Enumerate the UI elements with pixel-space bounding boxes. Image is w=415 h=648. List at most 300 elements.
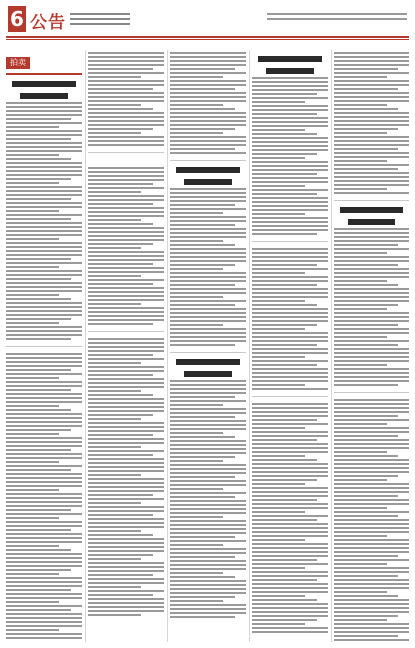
body-text-line — [6, 365, 82, 367]
body-text-line — [334, 559, 409, 561]
body-text-line — [252, 523, 328, 525]
body-text-line — [334, 467, 409, 469]
body-text-line — [334, 56, 409, 58]
body-text-line — [252, 519, 317, 521]
body-text-line — [170, 468, 246, 470]
body-text-line — [334, 324, 398, 326]
body-text-line — [88, 362, 141, 364]
body-text-line — [6, 381, 82, 383]
body-text-line — [334, 631, 409, 633]
body-text-line — [170, 484, 246, 486]
body-text-line — [88, 307, 164, 309]
body-text-line — [170, 268, 223, 270]
body-text-line — [6, 625, 82, 627]
body-text-line — [252, 459, 317, 461]
body-text-line — [6, 357, 82, 359]
body-text-line — [6, 210, 59, 212]
body-text-line — [252, 352, 328, 354]
notice-divider — [6, 346, 82, 347]
body-text-line — [6, 258, 71, 260]
body-text-line — [334, 527, 409, 529]
body-text-line — [170, 404, 223, 406]
body-text-line — [6, 525, 82, 527]
body-text-line — [6, 425, 82, 427]
body-text-line — [170, 232, 246, 234]
body-text-line — [334, 112, 409, 114]
body-text-line — [252, 380, 328, 382]
body-text-line — [88, 116, 164, 118]
body-text-line — [88, 526, 164, 528]
body-text-line — [334, 459, 409, 461]
body-text-line — [334, 487, 409, 489]
body-text-line — [334, 140, 409, 142]
body-text-line — [88, 546, 164, 548]
body-text-line — [6, 106, 82, 108]
body-text-line — [334, 92, 409, 94]
body-text-line — [334, 591, 387, 593]
body-text-line — [88, 342, 164, 344]
body-text-line — [170, 456, 235, 458]
body-text-line — [252, 177, 328, 179]
body-text-line — [6, 601, 59, 603]
body-text-line — [6, 310, 82, 312]
body-text-line — [252, 213, 305, 215]
body-text-line — [88, 120, 164, 122]
masthead-rule — [6, 36, 409, 38]
body-text-line — [334, 555, 398, 557]
body-text-line — [6, 497, 82, 499]
body-text-line — [6, 186, 82, 188]
body-text-line — [6, 461, 59, 463]
body-text-line — [252, 105, 328, 107]
body-text-line — [252, 411, 328, 413]
body-text-line — [6, 413, 82, 415]
body-text-line — [252, 85, 328, 87]
body-text-line — [88, 299, 164, 301]
body-text-line — [170, 568, 246, 570]
notice-headline-block — [176, 167, 240, 173]
body-text-line — [6, 134, 82, 136]
body-text-line — [334, 96, 409, 98]
notice-headline-block — [176, 359, 240, 365]
body-text-line — [334, 507, 387, 509]
body-text-line — [88, 534, 153, 536]
body-text-line — [170, 72, 246, 74]
column-3 — [170, 50, 246, 642]
body-text-line — [252, 388, 328, 390]
body-text-line — [170, 336, 246, 338]
body-text-line — [170, 272, 246, 274]
body-text-line — [252, 575, 328, 577]
notice-divider — [334, 392, 409, 393]
body-text-line — [252, 308, 328, 310]
body-text-line — [170, 428, 246, 430]
body-text-line — [6, 334, 82, 336]
body-text-line — [6, 637, 82, 639]
body-text-line — [334, 471, 409, 473]
body-text-line — [334, 427, 409, 429]
body-text-line — [6, 270, 82, 272]
body-text-line — [252, 197, 328, 199]
body-text-line — [334, 615, 398, 617]
body-text-line — [334, 72, 409, 74]
body-text-line — [252, 312, 328, 314]
body-text-line — [6, 445, 82, 447]
body-text-line — [334, 100, 409, 102]
body-text-line — [170, 188, 246, 190]
body-text-line — [6, 118, 71, 120]
body-text-line — [334, 380, 409, 382]
body-text-line — [252, 547, 328, 549]
notice-headline-block — [12, 81, 76, 87]
body-text-line — [334, 535, 387, 537]
body-text-line — [88, 175, 164, 177]
body-text-line — [252, 571, 328, 573]
body-text-line — [334, 64, 409, 66]
body-text-line — [252, 340, 328, 342]
body-text-line — [252, 487, 328, 489]
body-text-line — [170, 436, 235, 438]
body-text-line — [170, 288, 246, 290]
body-text-line — [170, 408, 246, 410]
body-text-line — [252, 272, 305, 274]
spacer — [88, 159, 164, 165]
body-text-line — [252, 121, 328, 123]
body-text-line — [252, 113, 317, 115]
body-text-line — [252, 447, 328, 449]
body-text-line — [252, 288, 328, 290]
column-divider — [167, 50, 168, 642]
body-text-line — [252, 169, 328, 171]
body-text-line — [88, 606, 164, 608]
body-text-line — [6, 481, 82, 483]
body-text-line — [334, 455, 398, 457]
body-text-line — [252, 559, 317, 561]
body-text-line — [252, 109, 328, 111]
column-5 — [334, 50, 409, 642]
body-text-line — [88, 287, 164, 289]
body-text-line — [170, 604, 246, 606]
body-text-line — [6, 150, 82, 152]
body-text-line — [6, 202, 82, 204]
body-text-line — [252, 264, 317, 266]
body-text-line — [334, 168, 398, 170]
masthead — [0, 0, 415, 46]
body-text-line — [170, 240, 223, 242]
notice-headline-block — [340, 207, 403, 213]
body-text-line — [88, 271, 164, 273]
body-text-line — [88, 171, 164, 173]
body-text-line — [334, 268, 409, 270]
body-text-line — [334, 232, 409, 234]
body-text-line — [6, 565, 82, 567]
body-text-line — [88, 538, 164, 540]
body-text-line — [252, 248, 328, 250]
body-text-line — [170, 400, 246, 402]
body-text-line — [170, 76, 223, 78]
body-text-line — [88, 60, 164, 62]
body-text-line — [6, 485, 82, 487]
body-text-line — [170, 492, 246, 494]
body-text-line — [88, 207, 164, 209]
body-text-line — [252, 328, 305, 330]
body-text-line — [170, 440, 246, 442]
body-text-line — [6, 146, 82, 148]
body-text-line — [334, 132, 387, 134]
body-text-line — [6, 373, 82, 375]
body-text-line — [334, 116, 409, 118]
body-text-line — [88, 554, 153, 556]
body-text-line — [170, 480, 246, 482]
body-text-line — [170, 280, 246, 282]
body-text-line — [252, 543, 328, 545]
body-text-line — [6, 302, 82, 304]
body-text-line — [88, 251, 164, 253]
body-text-line — [170, 52, 246, 54]
body-text-line — [170, 536, 235, 538]
body-text-line — [334, 463, 409, 465]
body-text-line — [170, 312, 246, 314]
body-text-line — [6, 569, 71, 571]
body-text-line — [252, 137, 328, 139]
body-text-line — [170, 500, 246, 502]
body-text-line — [6, 477, 82, 479]
body-text-line — [252, 141, 328, 143]
body-text-line — [170, 540, 246, 542]
body-text-line — [6, 465, 82, 467]
body-text-line — [252, 631, 328, 633]
body-text-line — [252, 531, 328, 533]
body-text-line — [334, 523, 409, 525]
body-text-line — [252, 443, 328, 445]
body-text-line — [170, 524, 246, 526]
body-text-line — [88, 454, 153, 456]
body-text-line — [170, 444, 246, 446]
body-text-line — [6, 581, 82, 583]
body-text-line — [252, 89, 328, 91]
body-text-line — [334, 356, 409, 358]
body-text-line — [6, 234, 82, 236]
body-text-line — [6, 429, 71, 431]
body-text-line — [88, 506, 164, 508]
body-text-line — [6, 469, 71, 471]
body-text-line — [88, 76, 141, 78]
body-text-line — [88, 231, 164, 233]
body-text-line — [170, 96, 246, 98]
body-text-line — [170, 56, 246, 58]
notice-divider — [252, 396, 328, 397]
body-text-line — [334, 495, 398, 497]
body-text-line — [170, 244, 235, 246]
body-text-line — [88, 144, 164, 146]
notice-divider — [170, 352, 246, 353]
body-text-line — [334, 439, 409, 441]
body-text-line — [252, 372, 328, 374]
body-text-line — [334, 148, 398, 150]
body-text-line — [6, 573, 59, 575]
body-text-line — [334, 184, 409, 186]
body-text-line — [334, 280, 387, 282]
body-text-line — [334, 483, 409, 485]
body-text-line — [6, 110, 82, 112]
body-text-line — [334, 80, 409, 82]
body-text-line — [252, 304, 317, 306]
body-text-line — [6, 605, 82, 607]
body-text-line — [334, 623, 409, 625]
page-number-badge: 6 — [8, 6, 26, 32]
body-text-line — [88, 263, 153, 265]
body-text-line — [88, 267, 164, 269]
body-text-line — [334, 228, 409, 230]
body-text-line — [170, 464, 246, 466]
body-text-line — [170, 92, 246, 94]
body-text-line — [170, 208, 246, 210]
body-text-line — [252, 280, 328, 282]
body-text-line — [170, 380, 246, 382]
body-text-line — [88, 295, 164, 297]
body-text-line — [170, 476, 235, 478]
body-text-line — [88, 458, 164, 460]
body-text-line — [170, 200, 246, 202]
body-text-line — [252, 384, 305, 386]
body-text-line — [6, 557, 82, 559]
body-text-line — [334, 479, 387, 481]
body-text-line — [88, 187, 164, 189]
body-text-line — [170, 260, 246, 262]
body-text-line — [252, 181, 328, 183]
body-text-line — [6, 242, 82, 244]
body-text-line — [252, 511, 305, 513]
body-text-line — [170, 152, 246, 154]
body-text-line — [170, 340, 246, 342]
body-text-line — [334, 292, 409, 294]
body-text-line — [88, 418, 141, 420]
notice-divider — [334, 200, 409, 201]
body-text-line — [252, 233, 317, 235]
body-text-line — [6, 194, 82, 196]
body-text-line — [88, 514, 153, 516]
body-text-line — [334, 288, 409, 290]
body-text-line — [334, 595, 398, 597]
body-text-line — [6, 453, 82, 455]
body-text-line — [334, 372, 409, 374]
body-text-line — [88, 338, 164, 340]
body-text-line — [88, 195, 164, 197]
body-text-line — [6, 593, 82, 595]
body-text-line — [170, 324, 223, 326]
body-text-line — [88, 494, 153, 496]
body-text-line — [252, 284, 317, 286]
notice-headline-block — [184, 371, 232, 377]
body-text-line — [88, 108, 153, 110]
body-text-line — [6, 361, 82, 363]
body-text-line — [170, 452, 246, 454]
body-text-line — [6, 409, 71, 411]
body-text-line — [170, 556, 235, 558]
body-text-line — [170, 292, 246, 294]
body-text-line — [334, 503, 409, 505]
body-text-line — [334, 260, 409, 262]
body-text-line — [252, 296, 328, 298]
body-text-line — [170, 504, 246, 506]
body-text-line — [170, 88, 235, 90]
body-text-line — [252, 503, 328, 505]
body-text-line — [6, 102, 82, 104]
body-text-line — [252, 507, 328, 509]
body-text-line — [6, 597, 82, 599]
body-text-line — [252, 93, 317, 95]
section-title: 公告 — [30, 13, 66, 33]
body-text-line — [6, 589, 71, 591]
body-text-line — [6, 613, 82, 615]
body-text-line — [252, 336, 328, 338]
body-text-line — [252, 324, 317, 326]
body-text-line — [252, 611, 328, 613]
body-text-line — [170, 296, 223, 298]
body-text-line — [252, 81, 328, 83]
body-text-line — [334, 599, 409, 601]
body-text-line — [88, 311, 164, 313]
body-text-line — [6, 577, 82, 579]
body-text-line — [170, 136, 246, 138]
body-text-line — [252, 320, 328, 322]
body-text-line — [170, 212, 223, 214]
column-4 — [252, 50, 328, 642]
body-text-line — [334, 563, 387, 565]
body-text-line — [334, 551, 409, 553]
body-text-line — [170, 84, 246, 86]
body-text-line — [334, 627, 409, 629]
body-text-line — [334, 543, 409, 545]
body-text-line — [252, 145, 328, 147]
body-text-line — [170, 532, 246, 534]
body-text-line — [88, 610, 164, 612]
body-text-line — [88, 562, 164, 564]
body-text-line — [88, 530, 141, 532]
body-text-line — [334, 531, 409, 533]
body-text-line — [252, 101, 305, 103]
body-text-line — [88, 191, 141, 193]
body-text-line — [6, 262, 82, 264]
body-text-line — [252, 229, 328, 231]
body-text-line — [6, 421, 82, 423]
body-text-line — [6, 561, 82, 563]
body-text-line — [252, 360, 328, 362]
column-2 — [88, 50, 164, 642]
body-text-line — [88, 104, 141, 106]
body-text-line — [334, 376, 409, 378]
body-text-line — [6, 330, 82, 332]
body-text-line — [252, 157, 305, 159]
body-text-line — [252, 499, 317, 501]
body-text-line — [170, 564, 246, 566]
body-text-line — [252, 475, 328, 477]
body-text-line — [252, 209, 328, 211]
body-text-line — [252, 217, 328, 219]
body-text-line — [334, 368, 409, 370]
body-text-line — [252, 603, 328, 605]
body-text-line — [252, 173, 317, 175]
body-text-line — [334, 360, 409, 362]
body-text-line — [334, 411, 409, 413]
body-text-line — [6, 238, 59, 240]
body-text-line — [170, 588, 246, 590]
body-text-line — [88, 275, 141, 277]
body-text-line — [6, 182, 59, 184]
body-text-line — [252, 129, 305, 131]
body-text-line — [334, 447, 409, 449]
body-text-line — [252, 364, 317, 366]
